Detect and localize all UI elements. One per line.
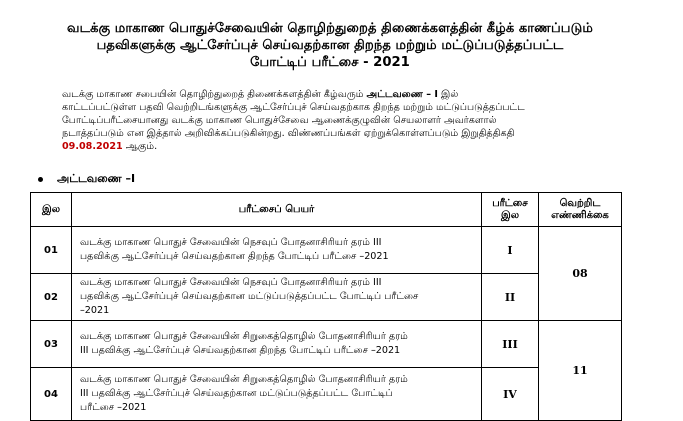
paragraph-line-2: காட்டப்பட்டுள்ள பதவி வெற்றிடங்களுக்கு ஆட்சேர்ப்புச் செய்வதற்காக திறந்த மற்றும் மட்டுப்படுத்தப்பட்ட xyxy=(62,102,525,113)
header-code-line-1: பரீட்சை xyxy=(492,197,528,209)
notice-paragraph xyxy=(62,88,627,153)
paragraph-text-1c: இல் xyxy=(441,89,459,100)
exam-name-line-3: பரீட்சை –2021 xyxy=(80,402,147,413)
paragraph-text-1a: வடக்கு மாகாண சபையின் தொழிற்துறைத் திணைக்களத்தின் கீழ்வரும் xyxy=(62,89,364,100)
exam-name-line-1: வடக்கு மாகாண பொதுச் சேவையின் சிறுகைத்தொழில் போதனாசிரியர் தரம் xyxy=(80,374,408,385)
schedule-heading-label: அட்டவணை –I xyxy=(57,172,136,185)
title-line-3: போட்டிப் பரீட்சை - 2021 xyxy=(250,55,410,70)
paragraph-line-1 xyxy=(62,88,627,101)
row-exam-name xyxy=(72,274,482,321)
row-sn: 04 xyxy=(31,368,72,421)
title-line-1: வடக்கு மாகாண பொதுச்சேவையின் தொழிற்துறைத் திணைக்களத்தின் கீழ்க் காணப்படும் xyxy=(67,21,593,36)
document-title xyxy=(30,20,630,71)
table-row xyxy=(31,227,622,274)
header-count-line-2: எண்ணிக்கை xyxy=(551,209,609,221)
exam-name-line-1: வடக்கு மாகாண பொதுச் சேவையின் சிறுகைத்தொழில் போதனாசிரியர் தரம் xyxy=(80,331,408,342)
table-row xyxy=(31,368,622,421)
exam-table xyxy=(30,192,622,421)
header-sn: இல xyxy=(31,193,72,227)
title-line-2: பதவிகளுக்கு ஆட்சேர்ப்புச் செய்வதற்கான திறந்த மற்றும் மட்டுப்படுத்தப்பட்ட xyxy=(96,38,564,53)
row-exam-name xyxy=(72,321,482,368)
header-exam-code xyxy=(482,193,539,227)
header-code-line-2: இல xyxy=(500,209,520,221)
exam-name-line-3: –2021 xyxy=(80,305,110,316)
row-exam-name xyxy=(72,227,482,274)
row-sn: 03 xyxy=(31,321,72,368)
row-exam-name xyxy=(72,368,482,421)
closing-date: 09.08.2021 xyxy=(62,141,123,152)
vacancy-count-group-1: 08 xyxy=(539,227,622,321)
paragraph-line-5 xyxy=(62,140,627,153)
exam-name-line-1: வடக்கு மாகாண பொதுச் சேவையின் நெசவுப் போதனாசிரியர் தரம் III xyxy=(80,237,382,248)
row-exam-code: II xyxy=(482,274,539,321)
row-exam-code: III xyxy=(482,321,539,368)
vacancy-count-group-2: 11 xyxy=(539,321,622,421)
header-count-line-1: வெற்றிட xyxy=(559,197,601,209)
exam-name-line-2: பதவிக்கு ஆட்சேர்ப்புச் செய்வதற்கான திறந்த போட்டிப் பரீட்சை –2021 xyxy=(80,251,389,262)
row-sn: 01 xyxy=(31,227,72,274)
schedule-reference: அட்டவணை – I xyxy=(366,89,438,100)
exam-name-line-2: III பதவிக்கு ஆட்சேர்ப்புச் செய்வதற்கான மட்டுப்படுத்தப்பட்ட போட்டிப் xyxy=(80,388,393,399)
table-header-row xyxy=(31,193,622,227)
exam-name-line-1: வடக்கு மாகாண பொதுச் சேவையின் நெசவுப் போதனாசிரியர் தரம் III xyxy=(80,277,382,288)
paragraph-line-3: போட்டிப்பரீட்சையானது வடக்கு மாகாண பொதுச்சேவை ஆணைக்குழுவின் செயலாளர் அவர்களால் xyxy=(62,115,497,126)
table-row xyxy=(31,274,622,321)
paragraph-line-4: நடாத்தப்படும் என இத்தால் அறிவிக்கப்படுகின்றது. விண்ணப்பங்கள் ஏற்றுக்கொள்ளப்படும் இறுதித்திகதி xyxy=(62,128,515,139)
bullet-icon xyxy=(38,177,43,182)
row-exam-code: I xyxy=(482,227,539,274)
header-vacancy-count xyxy=(539,193,622,227)
row-sn: 02 xyxy=(31,274,72,321)
exam-name-line-2: பதவிக்கு ஆட்சேர்ப்புச் செய்வதற்கான மட்டுப்படுத்தப்பட்ட போட்டிப் பரீட்சை xyxy=(80,291,419,302)
header-exam-name: பரீட்சைப் பெயர் xyxy=(72,193,482,227)
row-exam-code: IV xyxy=(482,368,539,421)
schedule-heading xyxy=(38,172,135,187)
exam-name-line-2: III பதவிக்கு ஆட்சேர்ப்புச் செய்வதற்கான திறந்த போட்டிப் பரீட்சை –2021 xyxy=(80,345,401,356)
paragraph-text-5b: ஆகும். xyxy=(125,141,158,152)
table-row xyxy=(31,321,622,368)
